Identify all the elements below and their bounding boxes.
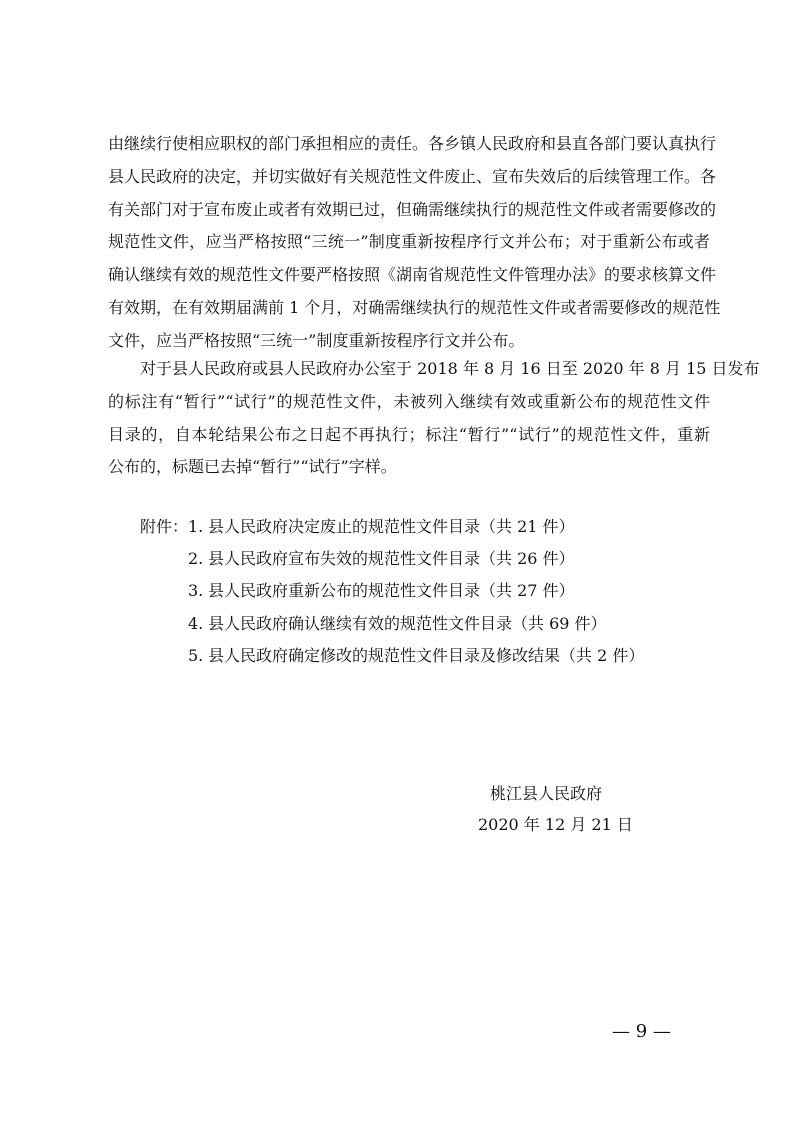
attachment-number: 2.: [188, 549, 204, 569]
paragraph-line: 由继续行使相应职权的部门承担相应的责任。各乡镇人民政府和县直各部门要认真执行: [108, 134, 717, 153]
paragraph-line: 目录的，自本轮结果公布之日起不再执行；标注“暂行”“试行”的规范性文件，重新: [108, 424, 710, 444]
paragraph-line: 规范性文件，应当严格按照“三统一”制度重新按程序行文并公布；对于重新公布或者: [108, 232, 710, 252]
body-paragraph-2: [108, 353, 760, 484]
paragraph-line: 确认继续有效的规范性文件要严格按照《湖南省规范性文件管理办法》的要求核算文件: [108, 265, 717, 285]
attachments-list: [140, 511, 644, 672]
paragraph-line: 文件，应当严格按照“三统一”制度重新按程序行文并公布。: [108, 330, 525, 350]
attachment-number: 3.: [188, 581, 204, 601]
paragraph-line: 有效期，在有效期届满前 1 个月，对确需继续执行的规范性文件或者需要修改的规范性: [108, 297, 721, 317]
page-number: — 9 —: [612, 1021, 671, 1042]
attachment-item: [140, 640, 644, 672]
paragraph-line: 对于县人民政府或县人民政府办公室于 2018 年 8 月 16 日至 2020 年 8 月 15 日发布: [140, 359, 760, 378]
attachment-number: 1.: [188, 517, 204, 536]
paragraph-line: 县人民政府的决定，并切实做好有关规范性文件废止、宣布失效后的后续管理工作。各: [108, 166, 717, 186]
attachments-label: 附件：: [140, 517, 189, 536]
signature-block: [478, 778, 633, 840]
attachment-title: 县人民政府决定废止的规范性文件目录（共 21 件）: [208, 517, 575, 536]
attachment-title: 县人民政府宣布失效的规范性文件目录（共 26 件）: [208, 549, 575, 569]
attachment-item: [140, 543, 644, 575]
attachment-title: 县人民政府确定修改的规范性文件目录及修改结果（共 2 件）: [208, 645, 645, 665]
attachment-item: [140, 575, 644, 607]
paragraph-line: 有关部门对于宣布废止或者有效期已过，但确需继续执行的规范性文件或者需要修改的: [108, 199, 717, 219]
issuing-organization: 桃江县人民政府: [490, 784, 603, 803]
attachment-number: 5.: [188, 645, 204, 665]
paragraph-line: 公布的，标题已去掉“暂行”“试行”字样。: [108, 457, 397, 477]
attachment-item: [140, 608, 644, 640]
issue-date: 2020 年 12 月 21 日: [478, 815, 633, 834]
attachment-item: [140, 511, 644, 543]
body-paragraph-1: [108, 128, 721, 358]
attachment-number: 4.: [188, 613, 204, 633]
attachment-title: 县人民政府确认继续有效的规范性文件目录（共 69 件）: [208, 613, 607, 633]
paragraph-line: 的标注有“暂行”“试行”的规范性文件，未被列入继续有效或重新公布的规范性文件: [108, 391, 710, 411]
attachment-title: 县人民政府重新公布的规范性文件目录（共 27 件）: [208, 581, 575, 601]
